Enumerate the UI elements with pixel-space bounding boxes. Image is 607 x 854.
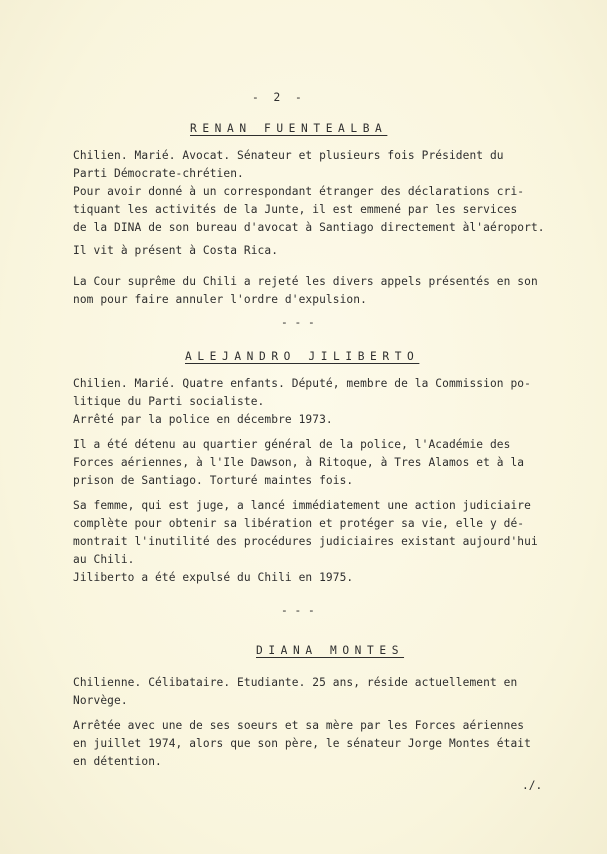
paragraph-line: Chilienne. Célibataire. Etudiante. 25 ans, réside actuellement en <box>73 676 518 689</box>
paragraph-line: en juillet 1974, alors que son père, le sénateur Jorge Montes était <box>73 737 531 750</box>
paragraph-line: Pour avoir donné à un correspondant étranger des déclarations cri- <box>73 185 525 198</box>
paragraph-line: Parti Démocrate-chrétien. <box>73 167 244 180</box>
paragraph-line: La Cour suprême du Chili a rejeté les divers appels présentés en son <box>73 275 538 288</box>
paragraph-line: Chilien. Marié. Avocat. Sénateur et plusieurs fois Président du <box>73 149 504 162</box>
paragraph-line: Il a été détenu au quartier général de la police, l'Académie des <box>73 438 511 451</box>
paragraph-line: nom pour faire annuler l'ordre d'expulsion. <box>73 293 367 306</box>
paragraph-line: Il vit à présent à Costa Rica. <box>73 244 279 257</box>
paragraph-line: en détention. <box>73 755 162 768</box>
paragraph-line: complète pour obtenir sa libération et protéger sa vie, elle y dé- <box>73 517 525 530</box>
paragraph-line: de la DINA de son bureau d'avocat à Santiago directement àl'aéroport. <box>73 221 545 234</box>
paragraph-line: prison de Santiago. Torturé maintes fois. <box>73 474 354 487</box>
paragraph-line: Arrêtée avec une de ses soeurs et sa mère par les Forces aériennes <box>73 719 525 732</box>
paragraph-line: Chilien. Marié. Quatre enfants. Député, membre de la Commission po- <box>73 377 531 390</box>
page-number: - 2 - <box>252 91 306 104</box>
continuation-mark: ./. <box>522 779 543 792</box>
section-heading-montes: DIANA MONTES <box>256 644 405 657</box>
section-heading-jiliberto: ALEJANDRO JILIBERTO <box>185 350 420 363</box>
paragraph-line: litique du Parti socialiste. <box>73 395 265 408</box>
paragraph-line: au Chili. <box>73 553 135 566</box>
section-heading-fuentealba: RENAN FUENTEALBA <box>190 122 388 135</box>
paragraph-line: Sa femme, qui est juge, a lancé immédiatement une action judiciaire <box>73 499 531 512</box>
section-separator: - - - <box>281 604 315 617</box>
paragraph-line: Norvège. <box>73 694 128 707</box>
section-separator: - - - <box>281 316 315 329</box>
paragraph-line: Jiliberto a été expulsé du Chili en 1975. <box>73 571 354 584</box>
paragraph-line: montrait l'inutilité des procédures judiciaires existant aujourd'hui <box>73 535 538 548</box>
paragraph-line: Forces aériennes, à l'Ile Dawson, à Ritoque, à Tres Alamos et à la <box>73 456 525 469</box>
paragraph-line: Arrêté par la police en décembre 1973. <box>73 413 333 426</box>
paragraph-line: tiquant les activités de la Junte, il est emmené par les services <box>73 203 518 216</box>
